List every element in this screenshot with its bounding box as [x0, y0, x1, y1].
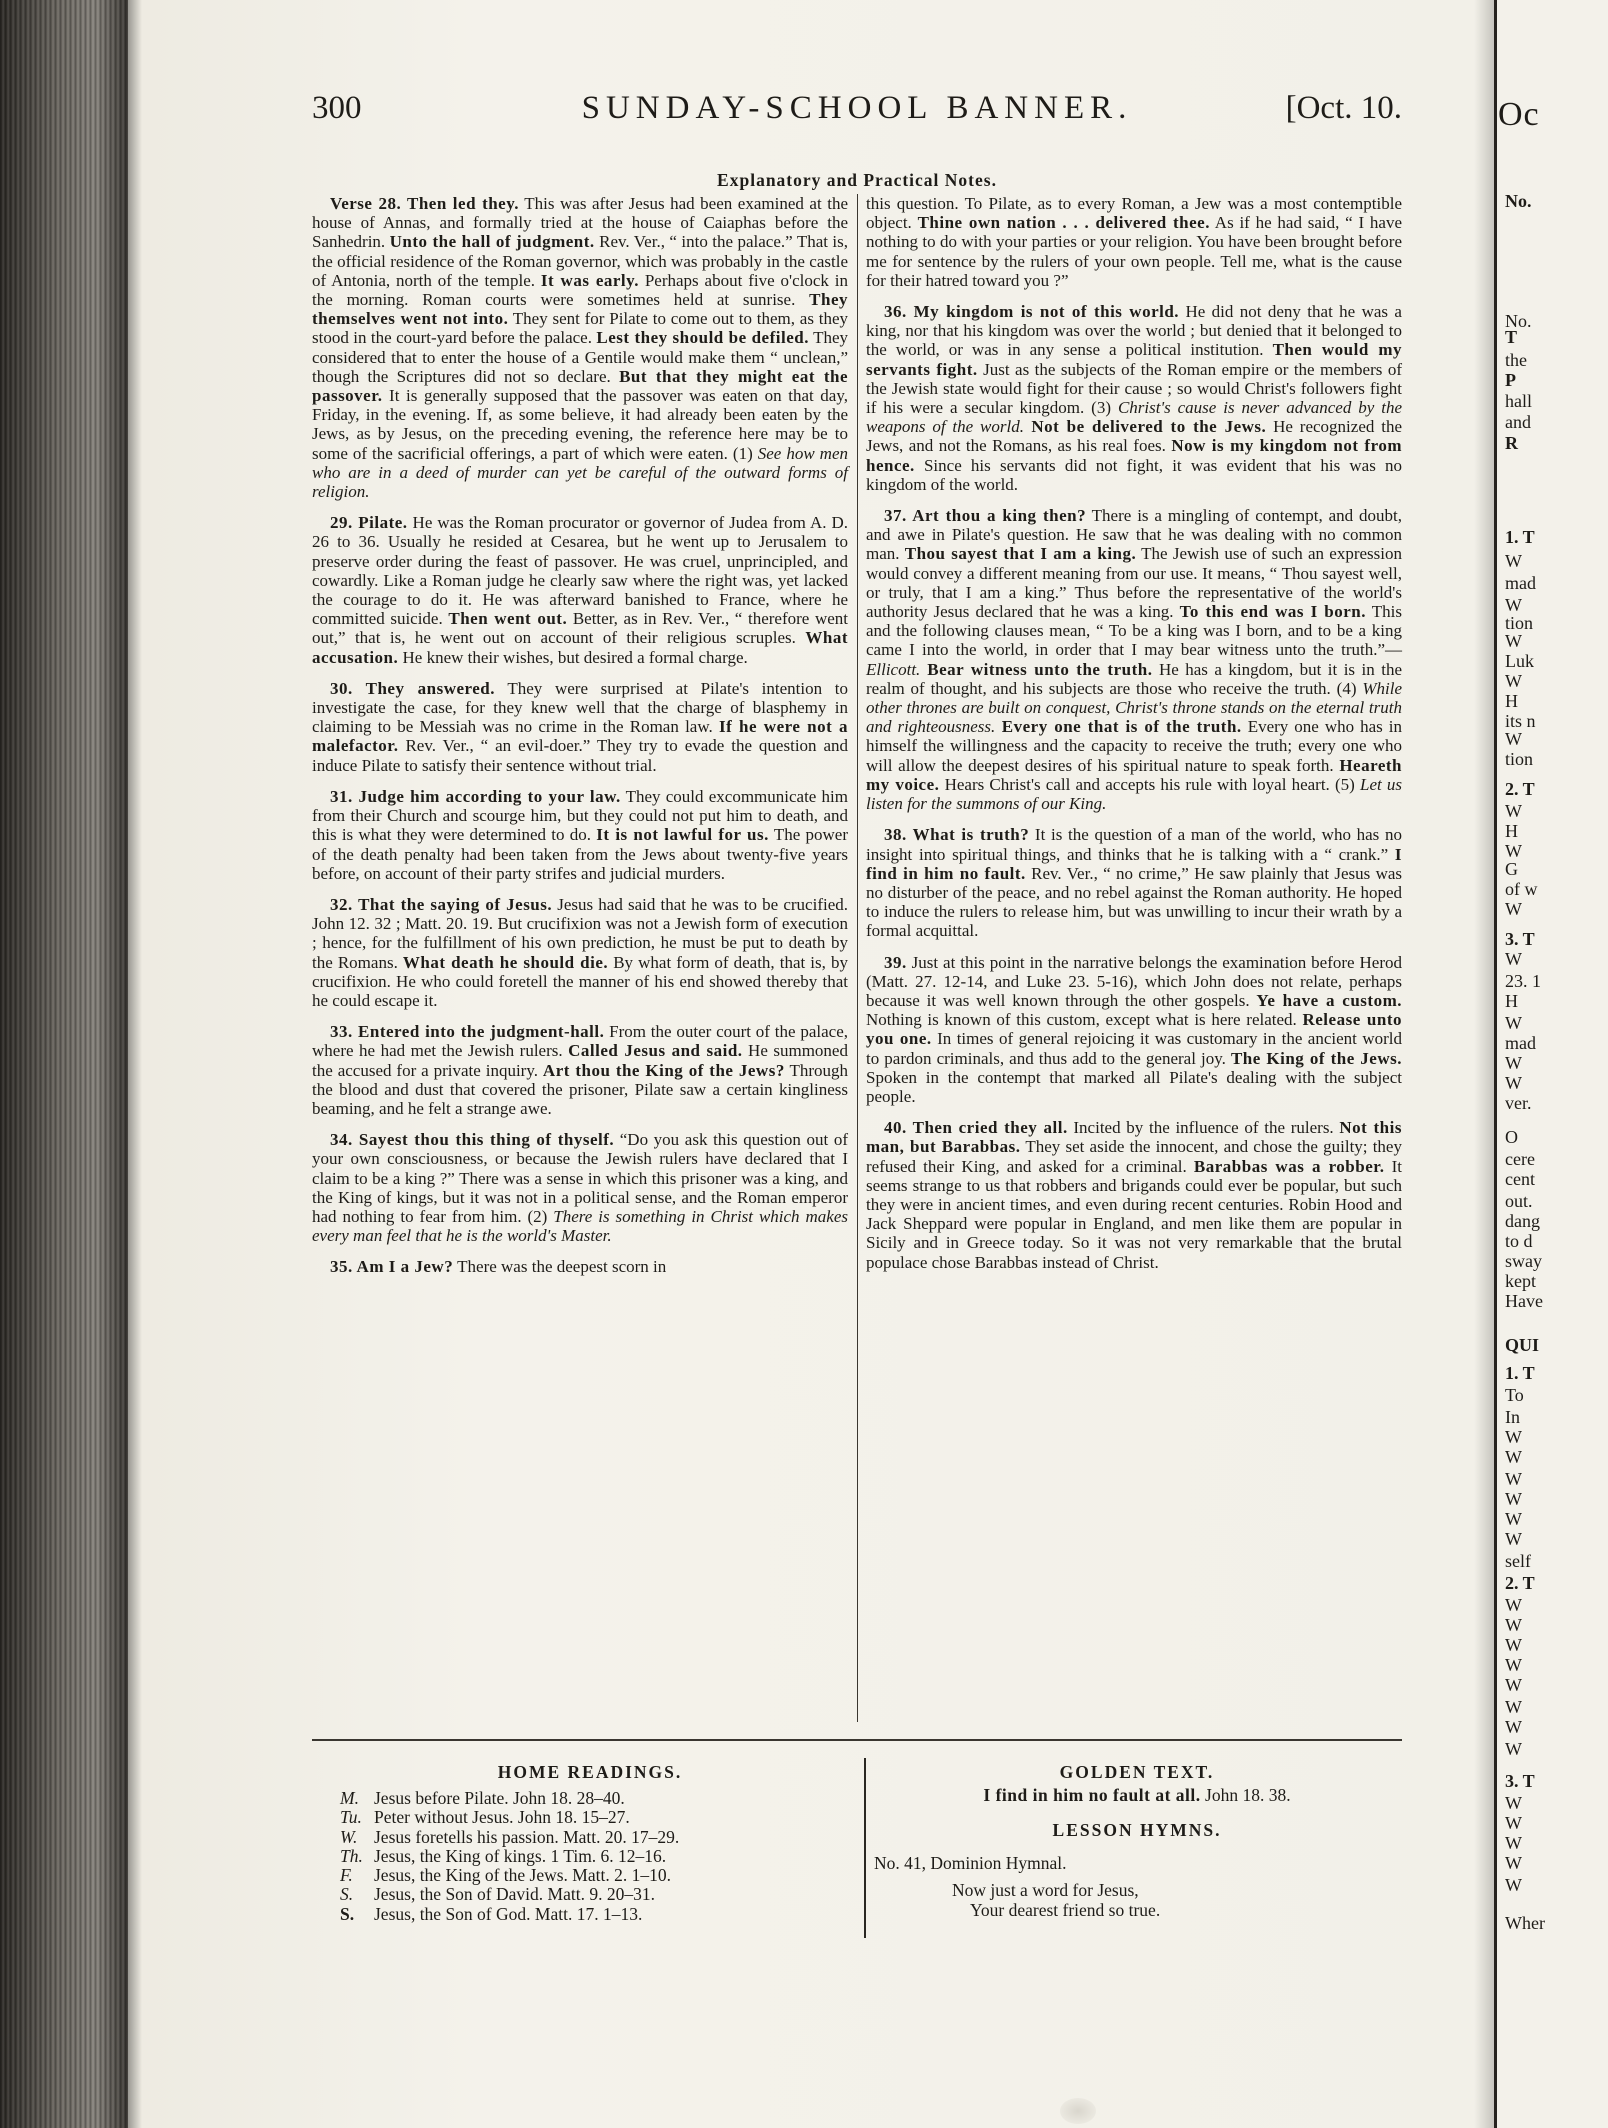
facing-page-fragment: In — [1505, 1407, 1520, 1427]
note-text: The Jewish use of such an expression would convey a different meaning from our use. It means, “ Thou sayest well, or truly, that I am a king.” Thus before the representative of the world's authority Jesus declared that he was a king. — [866, 544, 1402, 622]
reading-text: Jesus before Pilate. John 18. 28–40. — [374, 1788, 625, 1808]
facing-page-fragment: the — [1505, 350, 1527, 370]
facing-page-fragment: 3. T — [1505, 929, 1535, 949]
note-heading: 35. Am I a Jew? — [330, 1257, 454, 1277]
facing-page-fragment: W — [1505, 1635, 1522, 1655]
facing-page-fragment: T — [1505, 327, 1518, 347]
note-heading: Not be delivered to the Jews. — [1023, 417, 1267, 437]
facing-page-fragment: tion — [1505, 749, 1534, 769]
facing-page-fragment: W — [1505, 1853, 1522, 1873]
note-heading: The King of the Jews. — [1230, 1048, 1402, 1068]
reading-text: Peter without Jesus. John 18. 15–27. — [374, 1807, 630, 1828]
note-text: “Do you ask this question out of your own consciousness, or because the Jewish rulers have declared that I claim to be a king ?” There was a sense in which this prisoner was a king, and the King of kings, but it was not in a political sense, and the Roman emperor had nothing to fear from him. (2) — [312, 1130, 848, 1226]
facing-page-fragment: To — [1505, 1385, 1524, 1405]
note-heading: Now is my kingdom not from hence. — [866, 436, 1402, 475]
paper-blemish — [1060, 2098, 1096, 2124]
golden-text-quote: I find in him no fault at all. — [983, 1785, 1201, 1805]
note-heading: What death he should die. — [402, 952, 609, 972]
note-heading: It was early. — [540, 270, 639, 290]
reading-day: F. — [340, 1865, 353, 1886]
note-heading: Verse 28. Then led they. — [330, 194, 520, 213]
note-text: Hears Christ's call and accepts his rule with loyal heart. (5) — [939, 774, 1360, 794]
facing-page-fragment: cent — [1505, 1169, 1535, 1189]
note-heading: 37. Art thou a king then? — [884, 506, 1087, 526]
facing-page-fragment: W — [1505, 1833, 1522, 1853]
note-text: In times of general rejoicing it was customary in the ancient world to pardon criminals, and thus add to the general joy. — [866, 1029, 1402, 1068]
journal-title: SUNDAY-SCHOOL BANNER. — [581, 90, 1133, 126]
left-column — [312, 194, 848, 1289]
note-heading: I find in him no fault. — [866, 844, 1402, 883]
note-text: Better, as in Rev. Ver., “ therefore went out,” that is, he went out on account of their religious scruples. — [312, 609, 848, 648]
note-heading: 36. My kingdom is not of this world. — [884, 302, 1180, 322]
note-heading: Unto the hall of judgment. — [389, 232, 595, 252]
note-text: They were surprised at Pilate's intention to investigate the case, for they knew well that the charge of blasphemy in claiming to be Messiah was no crime in the Roman law. — [312, 678, 849, 737]
note-heading: To this end was I born. — [1179, 602, 1366, 622]
note-heading: Lest they should be defiled. — [596, 328, 809, 348]
note-heading: Release unto you one. — [866, 1010, 1402, 1049]
facing-page-fragment: ver. — [1505, 1093, 1532, 1113]
note-verse-36 — [866, 302, 1402, 494]
facing-page-fragment: hall — [1505, 391, 1532, 411]
reading-item — [340, 1847, 840, 1866]
golden-text-title: GOLDEN TEXT. — [1059, 1762, 1215, 1782]
note-heading: 31. Judge him according to your law. — [330, 786, 621, 806]
right-column — [866, 194, 1402, 1284]
facing-page-fragment: 1. T — [1505, 527, 1535, 547]
note-heading: 33. Entered into the judgment-hall. — [330, 1022, 605, 1042]
facing-page-header: Oc — [1498, 96, 1540, 133]
note-verse-30 — [312, 679, 848, 775]
note-text: Just as the subjects of the Roman empire or the members of the Jewish state would fight for their cause ; so would Christ's followers fight if his were a secular kingdom. (3) — [866, 359, 1402, 418]
facing-page-fragment: to d — [1505, 1231, 1533, 1251]
column-rule — [857, 194, 858, 1722]
note-text: As if he had said, “ I have nothing to do with your parties or your religion. You have been brought before me for sentence by the rulers of your own people. Tell me, what is the cause for their hatred toward you ?” — [866, 213, 1402, 290]
note-text: It is generally supposed that the passover was eaten on that day, Friday, in the evening. If, as some believe, it had already been eaten by the Jews, as by Jesus, on the preceding evening, the reference here may be to some of the sacrificial offerings, a part of which were eaten. (1) — [312, 386, 848, 463]
note-heading: Then would my servants fight. — [866, 340, 1402, 379]
facing-page-fragment: 1. T — [1505, 1363, 1535, 1383]
note-heading: But that they might eat the passover. — [312, 366, 848, 406]
facing-page-fragment: W — [1505, 1697, 1522, 1717]
note-text: Every one who has in himself the willingness and the capacity to receive the truth; every one who will allow the deepest desires of his spiritual nature to speak forth. — [866, 717, 1402, 775]
note-verse-33 — [312, 1022, 848, 1118]
hymn-verse — [872, 1881, 1402, 1920]
note-heading: Heareth my voice. — [866, 755, 1402, 794]
reading-item — [340, 1866, 840, 1885]
note-text: It is the question of a man of the world, who has no insight into spiritual things, and thinks that he is talking with a “ crank.” — [866, 825, 1402, 864]
facing-page-fragment: R — [1505, 433, 1518, 453]
note-text: Nothing is known of this custom, except what is here related. — [866, 1010, 1303, 1030]
hymn-reference: No. 41, Dominion Hymnal. — [874, 1853, 1067, 1873]
facing-page-fragment: W — [1505, 949, 1522, 969]
facing-page-fragment: mad — [1505, 1033, 1536, 1053]
reading-text: Jesus foretells his passion. Matt. 20. 17–29. — [374, 1826, 680, 1847]
section-divider — [312, 1739, 1402, 1741]
facing-page-fragment: dang — [1505, 1211, 1540, 1231]
facing-page-fragment: W — [1505, 1875, 1522, 1895]
facing-page-fragment: W — [1505, 801, 1522, 821]
facing-page-fragment: 23. 1 — [1505, 971, 1541, 991]
hymn-line: Now just a word for Jesus, — [952, 1880, 1139, 1900]
home-readings — [340, 1762, 840, 1924]
note-text: There is a mingling of contempt, and doubt, and awe in Pilate's question. He saw that he was dealing with no common man. — [866, 506, 1402, 564]
facing-page-fragment: its n — [1505, 711, 1536, 731]
facing-page-fragment: W — [1505, 1655, 1522, 1675]
note-lesson: Let us listen for the summons of our King. — [866, 774, 1402, 814]
facing-page-fragment: W — [1505, 1529, 1522, 1549]
note-citation: Ellicott. — [866, 659, 921, 679]
facing-page-fragment: W — [1505, 1615, 1522, 1635]
note-text: By what form of death, that is, by crucifixion. He who could foretell the manner of his end showed thereby that he could escape it. — [312, 952, 848, 1010]
page-number: 300 — [312, 90, 362, 126]
page-header — [312, 90, 1402, 134]
facing-page-fragment: W — [1505, 1427, 1522, 1447]
facing-page-fragment: W — [1505, 1739, 1522, 1759]
note-text: There was the deepest scorn in — [453, 1257, 667, 1277]
note-text: He recognized the Jews, and not the Romans, as his real foes. — [866, 417, 1402, 456]
reading-text: Jesus, the Son of David. Matt. 9. 20–31. — [374, 1884, 655, 1905]
facing-page-fragment: P — [1505, 370, 1516, 390]
note-verse-40 — [866, 1118, 1402, 1272]
note-text: Incited by the influence of the rulers. — [1067, 1118, 1340, 1138]
facing-page-fragment: QUI — [1505, 1335, 1540, 1355]
note-text: Through the blood and dust that covered the prisoner, Pilate saw a certain kingliness beaming, and he felt a strange awe. — [312, 1060, 848, 1118]
note-lesson: Christ's cause is never advanced by the weapons of the world. — [866, 398, 1403, 437]
note-heading: Not this man, but Barabbas. — [866, 1118, 1402, 1157]
note-text: It seems strange to us that robbers and brigands could ever be popular, but such they were in ancient times, and even during recent centuries. Robin Hood and Jack Sheppard were popular in England, and men like them are popular in Sicily and in Greece today. So it was not very remarkable that the brutal populace chose Barabbas instead of Christ. — [866, 1156, 1403, 1272]
home-readings-list — [340, 1789, 840, 1924]
note-heading: Then went out. — [448, 609, 568, 629]
facing-page-fragment: G — [1505, 859, 1518, 879]
facing-page-fragment: of w — [1505, 879, 1538, 899]
note-text: From the outer court of the palace, where he had met the Jewish rulers. — [312, 1022, 848, 1061]
note-text: He did not deny that he was a king, nor that his kingdom was over the world ; but denied that it belonged to the world, or was in any sense a political institution. — [866, 302, 1402, 360]
facing-page-fragment: W — [1505, 1447, 1522, 1467]
facing-page-fragment: cere — [1505, 1149, 1535, 1169]
facing-page-fragment: No. — [1505, 191, 1532, 211]
reading-text: Jesus, the King of kings. 1 Tim. 6. 12–16. — [374, 1845, 667, 1866]
note-text: They could excommunicate him from their Church and scourge him, but they could not put him to death, and this is what they were determined to do. — [312, 786, 848, 845]
note-verse-37 — [866, 506, 1402, 813]
reading-item — [340, 1808, 840, 1827]
reading-item — [340, 1828, 840, 1847]
facing-page-edge — [1494, 0, 1608, 2128]
reading-day: M. — [340, 1788, 359, 1808]
facing-page-fragment: W — [1505, 1053, 1522, 1073]
note-heading: 32. That the saying of Jesus. — [330, 894, 553, 914]
facing-page-fragment: No. — [1505, 311, 1532, 331]
reading-day: Tu. — [340, 1807, 362, 1828]
facing-page-fragment: tion — [1505, 613, 1534, 633]
note-verse-39 — [866, 953, 1402, 1107]
reading-day: W. — [340, 1826, 358, 1847]
facing-page-fragment: W — [1505, 1717, 1522, 1737]
facing-page-fragment: W — [1505, 595, 1522, 615]
reading-item — [340, 1905, 840, 1924]
note-text: Jesus had said that he was to be crucified. John 12. 32 ; Matt. 20. 19. But crucifixion was not a Jewish form of execution ; hence, for the fulfillment of his own prediction, he must be put to death by the Romans. — [312, 894, 848, 972]
note-text: He summoned the accused for a private inquiry. — [312, 1041, 848, 1080]
note-heading: If he were not a malefactor. — [312, 717, 849, 756]
note-heading: 34. Sayest thou this thing of thyself. — [330, 1130, 615, 1150]
note-text: The power of the death penalty had been taken from the Jews about twenty-five years before, on account of their party strifes and judicial murders. — [312, 825, 849, 883]
golden-text — [872, 1785, 1402, 1806]
facing-page-fragment: W — [1505, 1595, 1522, 1615]
facing-page-fragment: W — [1505, 899, 1522, 919]
reading-day: S. — [340, 1903, 355, 1924]
note-verse-32 — [312, 895, 848, 1010]
note-verse-31 — [312, 787, 848, 883]
facing-page-fragment: out. — [1505, 1191, 1533, 1211]
gutter-shadow — [1474, 0, 1494, 2128]
note-verse-29 — [312, 513, 848, 667]
home-readings-title: HOME READINGS. — [497, 1762, 683, 1782]
golden-text-reference: John 18. 38. — [1205, 1785, 1291, 1805]
facing-page-fragment: W — [1505, 1013, 1522, 1033]
note-heading: Called Jesus and said. — [568, 1041, 743, 1061]
note-verse-38 — [866, 825, 1402, 940]
note-text: Rev. Ver., “ an evil-doer.” They try to evade the question and induce Pilate to satisfy their sentence without trial. — [312, 736, 848, 775]
note-lesson: While other thrones are built on conquest, Christ's throne stands on the eternal truth and righteousness. — [866, 678, 1402, 737]
note-heading: Thou sayest that I am a king. — [904, 544, 1137, 564]
note-text: Spoken in the contempt that marked all Pilate's dealing with the subject people. — [866, 1067, 1402, 1106]
facing-page-fragment: Wher — [1505, 1913, 1545, 1933]
facing-page-fragment: O — [1505, 1127, 1518, 1147]
facing-page-fragment: 2. T — [1505, 1573, 1535, 1593]
facing-page-fragment: sway — [1505, 1251, 1542, 1271]
binding-shadow — [128, 0, 142, 2128]
note-text: Perhaps about five o'clock in the morning. Roman courts were sometimes held at sunrise. — [312, 270, 848, 310]
facing-page-fragment: Have — [1505, 1291, 1543, 1311]
facing-page-fragment: W — [1505, 1469, 1522, 1489]
note-heading: Bear witness unto the truth. — [920, 659, 1153, 679]
facing-page-fragment: W — [1505, 671, 1522, 691]
note-heading: Every one that is of the truth. — [995, 717, 1242, 737]
facing-page-fragment: self — [1505, 1551, 1531, 1571]
note-heading: Art thou the King of the Jews? — [542, 1060, 785, 1080]
facing-page-fragment: H — [1505, 691, 1518, 711]
note-text: They set aside the innocent, and chose the guilty; they refused their King, and asked for a criminal. — [866, 1137, 1402, 1176]
note-heading: It is not lawful for us. — [596, 825, 769, 845]
note-lesson: See how men who are in a deed of murder can yet be careful of the outward forms of religion. — [312, 443, 848, 502]
facing-page-fragment: Luk — [1505, 651, 1534, 671]
note-heading: 29. Pilate. — [330, 513, 408, 533]
hymn-line: Your dearest friend so true. — [970, 1899, 1161, 1920]
note-text: Rev. Ver., “ no crime,” He saw plainly that Jesus was no disturber of the peace, and no rebel against the Roman authority. He hoped to induce the rulers to release him, but was unwilling to incur their wrath by a formal acquittal. — [866, 863, 1403, 941]
reading-item — [340, 1789, 840, 1808]
golden-text-block — [872, 1762, 1402, 1920]
note-text: Since his servants did not fight, it was evident that his was no kingdom of the world. — [866, 455, 1402, 494]
note-text: He was the Roman procurator or governor of Judea from A. D. 26 to 36. Usually he resided at Cesarea, but he went up to Jerusalem to preserve order during the feast of passover. He was cruel, unprincipled, and cowardly. Like a Roman judge he clearly saw where the right was, yet lacked the courage to do it. He was afterward banished to France, where he committed suicide. — [312, 513, 848, 629]
note-heading: 40. Then cried they all. — [884, 1118, 1068, 1138]
lesson-hymns-title: LESSON HYMNS. — [1052, 1820, 1222, 1840]
note-verse-35-continued — [866, 194, 1402, 290]
note-text: This and the following clauses mean, “ To be a king was I born, and to be a king came I into the world, in order that I may bear witness unto the truth.”— — [866, 602, 1403, 660]
note-lesson: There is something in Christ which makes every man feel that he is the world's Master. — [312, 1206, 848, 1246]
note-text: They sent for Pilate to come out to them, as they stood in the court-yard before the palace. — [312, 309, 848, 348]
reading-day: Th. — [340, 1845, 363, 1866]
reading-item — [340, 1885, 840, 1904]
note-heading: They themselves went not into. — [312, 290, 848, 329]
facing-page-fragment: H — [1505, 991, 1518, 1011]
issue-date: [Oct. 10. — [1285, 90, 1402, 126]
note-heading: Barabbas was a robber. — [1193, 1156, 1385, 1176]
note-text: They considered that to enter the house of a Gentile would make them “ unclean,” though the Scriptures did not so declare. — [312, 328, 848, 386]
note-verse-34 — [312, 1130, 848, 1245]
note-text: This was after Jesus had been examined at the house of Annas, and formally tried at the house of Caiaphas before the Sanhedrin. — [312, 194, 848, 252]
reading-text: Jesus, the Son of God. Matt. 17. 1–13. — [374, 1903, 643, 1924]
note-heading: 39. — [884, 952, 907, 972]
facing-page-fragment: 3. T — [1505, 1771, 1535, 1791]
book-binding — [0, 0, 128, 2128]
reading-day: S. — [340, 1884, 354, 1905]
facing-page-fragment: 2. T — [1505, 779, 1535, 799]
note-heading: Ye have a custom. — [1256, 990, 1402, 1010]
facing-page-fragment: W — [1505, 551, 1522, 571]
facing-page-fragment: mad — [1505, 573, 1536, 593]
facing-page-fragment: W — [1505, 1793, 1522, 1813]
facing-page-fragment: W — [1505, 841, 1522, 861]
note-heading: 38. What is truth? — [884, 825, 1030, 845]
note-text: Just at this point in the narrative belongs the examination before Herod (Matt. 27. 12-14, and Luke 23. 5-16), which John does not relate, perhaps because it was well known through the other gospels. — [866, 952, 1402, 1010]
facing-page-fragment: W — [1505, 1489, 1522, 1509]
note-text: Rev. Ver., “ into the palace.” That is, the official residence of the Roman governor, which was probably in the castle of Antonia, north of the temple. — [312, 232, 848, 290]
reading-text: Jesus, the King of the Jews. Matt. 2. 1–10. — [374, 1865, 671, 1886]
note-heading: What accusation. — [312, 628, 848, 667]
facing-page-fragment: W — [1505, 631, 1522, 651]
facing-page-fragment: W — [1505, 1073, 1522, 1093]
facing-page-fragment: W — [1505, 1813, 1522, 1833]
note-verse-28 — [312, 194, 848, 501]
note-verse-35 — [312, 1257, 848, 1276]
section-heading: Explanatory and Practical Notes. — [717, 170, 997, 190]
facing-page-fragment: W — [1505, 729, 1522, 749]
note-heading: 30. They answered. — [330, 678, 496, 698]
facing-page-fragment: and — [1505, 412, 1531, 432]
facing-page-fragment: H — [1505, 821, 1518, 841]
facing-page-fragment: W — [1505, 1675, 1522, 1695]
note-text: this question. To Pilate, as to every Roman, a Jew was a most contemptible object. — [866, 194, 1402, 233]
bottom-column-rule — [864, 1758, 866, 1938]
note-heading: Thine own nation . . . delivered thee. — [917, 213, 1210, 233]
note-text: He knew their wishes, but desired a formal charge. — [398, 647, 748, 667]
note-text: He has a kingdom, but it is in the realm of thought, and his subjects are those who receive the truth. (4) — [866, 659, 1402, 698]
facing-page-fragment: W — [1505, 1509, 1522, 1529]
facing-page-fragment: kept — [1505, 1271, 1536, 1291]
